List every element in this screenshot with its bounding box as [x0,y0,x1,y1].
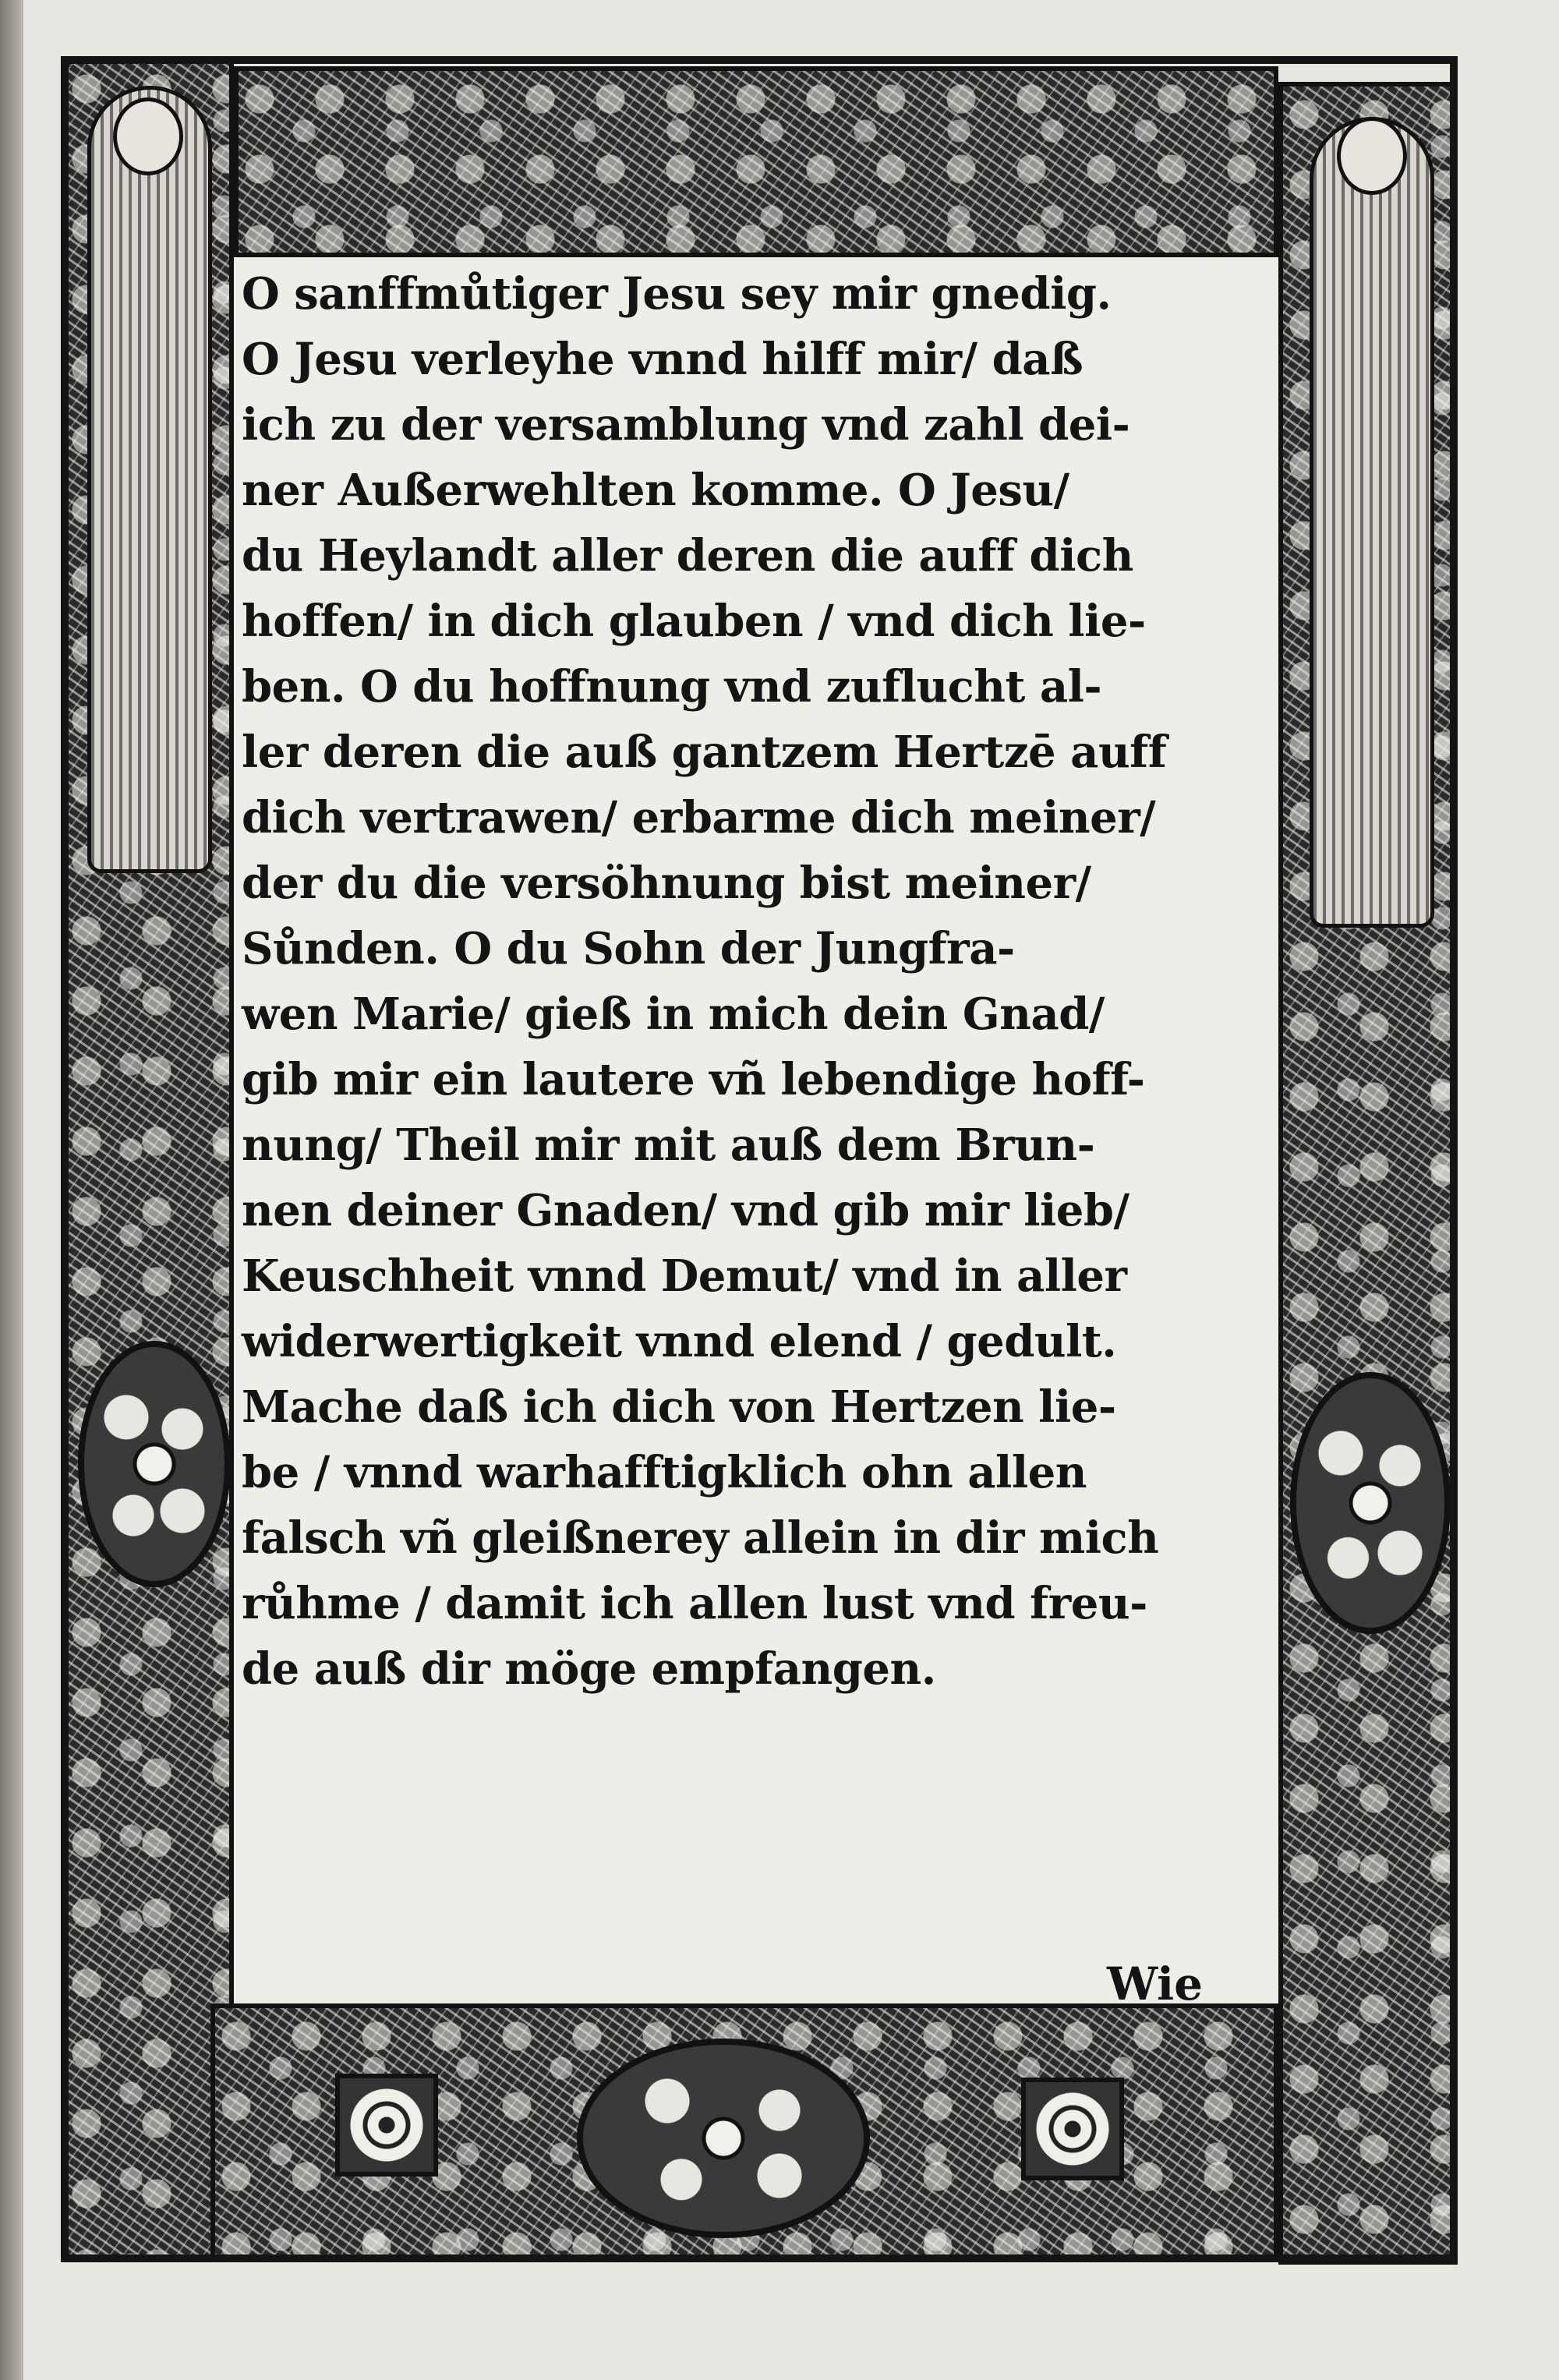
text-line: be / vnnd warhafftigklich ohn allen [242,1447,1087,1498]
text-line: du Heylandt aller deren die auff dich [242,530,1133,582]
text-line: O Jesu verleyhe vnnd hilff mir/ daß [242,334,1084,385]
text-line: ner Außerwehlten komme. O Jesu/ [242,465,1069,516]
text-line: nung/ Theil mir mit auß dem Brun- [242,1119,1095,1171]
text-line: falsch vñ gleißnerey allein in dir mich [242,1512,1159,1564]
text-line: dich vertrawen/ erbarme dich meiner/ [242,792,1156,843]
prayer-text [242,261,1271,1702]
text-line: Mache daß ich dich von Hertzen lie- [242,1381,1116,1433]
text-line: de auß dir möge empfangen. [242,1643,936,1695]
text-line: hoffen/ in dich glauben / vnd dich lie- [242,596,1146,647]
text-line: ben. O du hoffnung vnd zuflucht al- [242,661,1102,713]
text-line: ich zu der versamblung vnd zahl dei- [242,399,1130,451]
text-line: O sanffmůtiger Jesu sey mir gnedig. [242,268,1112,320]
text-line: nen deiner Gnaden/ vnd gib mir lieb/ [242,1185,1129,1236]
page-gutter-shadow [0,0,23,2380]
text-line: růhme / damit ich allen lust vnd freu- [242,1578,1147,1629]
text-line: wen Marie/ gieß in mich dein Gnad/ [242,988,1105,1040]
text-line: der du die versöhnung bist meiner/ [242,858,1091,909]
text-line: Keuschheit vnnd Demut/ vnd in aller [242,1250,1127,1302]
text-line: Sůnden. O du Sohn der Jungfra- [242,923,1015,974]
text-line: ler deren die auß gantzem Hertzē auff [242,727,1167,778]
catchword: Wie [1107,1957,1204,2010]
text-line: gib mir ein lautere vñ lebendige hoff- [242,1054,1145,1105]
text-line: widerwertigkeit vnnd elend / gedult. [242,1316,1117,1367]
